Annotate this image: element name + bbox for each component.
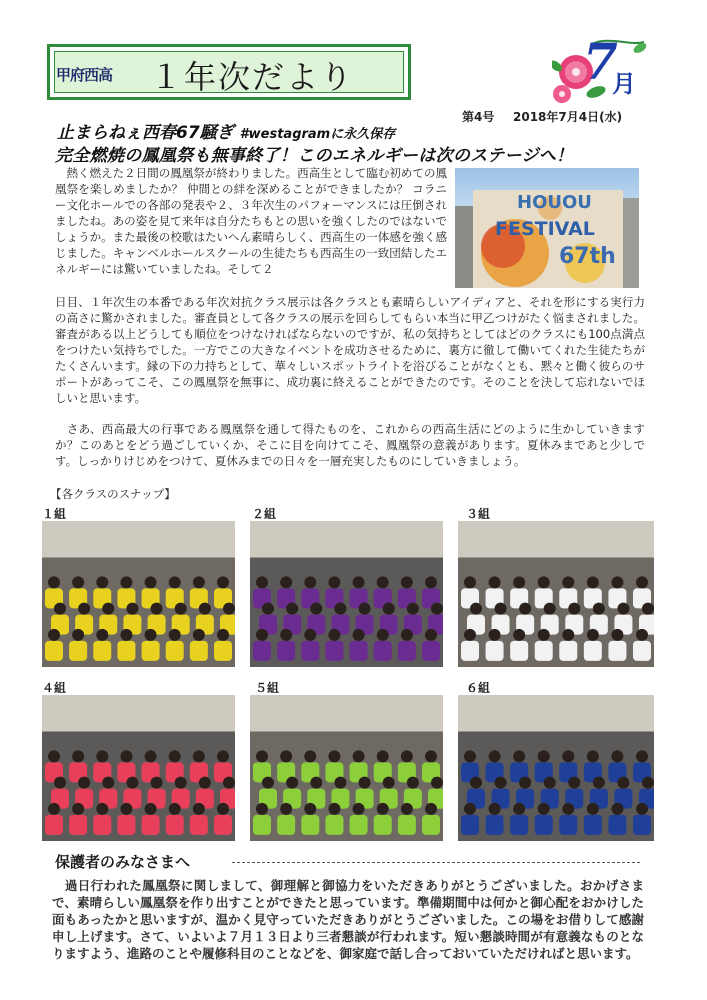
class-photo-graphic (250, 521, 443, 667)
class-1-photo (42, 521, 235, 667)
class-3-label: ３組 (466, 507, 491, 521)
article-intro (55, 165, 447, 277)
class-1-label: １組 (42, 507, 67, 521)
snapshots-title: 【各クラスのスナップ】 (50, 487, 176, 501)
school-name: 甲府西高 (56, 66, 113, 84)
article-intro-text: 熱く燃えた２日間の鳳凰祭が終わりました。西高生として臨む初めての鳳凰祭を楽しめましたか？ 仲間との絆を深めることができましたか？ コラニー文化ホールでの各部の発表や２、３年次生のパフォーマンスには圧倒されましたね。あの姿を見て来年は自分たちもとの思いを強くしたのではないでしょうか。また最後の校歌はたいへん素晴らしく、西高生の一体感を強く感じました。キャンベルホールスクールの生徒たちも西高生の一致団結したエネルギーには驚いていましたね。そして２ (55, 166, 447, 276)
class-2-photo (250, 521, 443, 667)
parents-message-text: 過日行われた鳳凰祭に関しまして、御理解と御協力をいただきありがとうございました。おかげさまで、素晴らしい鳳凰祭を作り出すことができたと思っています。準備期間中は何かと御心配をおかけした面もあったかと思いますが、温かく見守っていただきありがとうございました。この場をお借りして感謝申し上げます。さて、いよいよ７月１３日より三者懇談が行われます。短い懇談時間が有意義なものとなりますよう、進路のことや履修科目のことなどを、御家庭で話し合っておいていただければと思います。 (52, 878, 644, 961)
class-photo-graphic (42, 521, 235, 667)
month-number: 7 (583, 32, 618, 91)
class-4-label: ４組 (42, 681, 67, 695)
issue-number: 第4号 (462, 110, 495, 124)
class-photo-graphic (458, 521, 654, 667)
headline-line2: 完全燃焼の鳳凰祭も無事終了！このエネルギーは次のステージへ！ (55, 146, 574, 166)
banner-festival: FESTIVAL (495, 218, 595, 240)
parents-message (52, 877, 644, 962)
article-body (55, 294, 645, 406)
class-photo-graphic (458, 695, 654, 841)
newsletter-title: １年次だより (150, 58, 355, 96)
article-body-text: 日目、１年次生の本番である年次対抗クラス展示は各クラスとも素晴らしいアイディアと、それを形にする実行力の高さに驚かされました。審査員として各クラスの展示を回らしてもらい本当に甲乙つけがたく悩まされました。審査がある以上どうしても順位をつけなければならないのですが、私の気持ちとしてはどのクラスにも100点満点をつけたい気持ちでした。一方でこの大きなイベントを成功させるために、裏方に徹して働いてくれた生徒たちがたくさんいます。縁の下の力持ちとして、華々しいスポットライトを浴びることがなくとも、黙々と働く彼らのサポートがあってこそ、この鳳凰祭を無事に、成功裏に終えることができたのです。そのことを決して忘れないでほしいと思います。 (55, 295, 645, 405)
class-6-label: ６組 (466, 681, 491, 695)
class-photo-graphic (250, 695, 443, 841)
headline-line1 (57, 118, 395, 143)
class-6-photo (458, 695, 654, 841)
class-2-label: ２組 (252, 507, 277, 521)
class-5-label: ５組 (255, 681, 280, 695)
headline-tail: に永久保存 (330, 127, 396, 142)
festival-banner-photo (455, 168, 639, 288)
article-closing (55, 421, 645, 469)
class-4-photo (42, 695, 235, 841)
class-5-photo (250, 695, 443, 841)
banner-67th: 67th (559, 244, 616, 269)
class-3-photo (458, 521, 654, 667)
banner-houou: HOUOU (517, 192, 592, 213)
hashtag: #westagram (239, 127, 331, 142)
article-closing-text: さあ、西高最大の行事である鳳凰祭を通して得たものを、これからの西高生活にどのように生かしていきますか？このあとをどう過ごしていくか、そこに目を向けてこそ、鳳凰祭の意義があります。夏休みまであと少しです。しっかりけじめをつけて、夏休みまでの日々を一層充実したものにしていきましょう。 (55, 422, 645, 468)
month-kanji: 月 (612, 70, 636, 98)
parents-heading: 保護者のみなさまへ (55, 853, 191, 871)
headline-main: 止まらねぇ西春67騒ぎ (57, 123, 234, 143)
class-photo-graphic (42, 695, 235, 841)
section-divider (232, 862, 640, 863)
issue-date: 2018年7月4日(水) (513, 110, 623, 124)
